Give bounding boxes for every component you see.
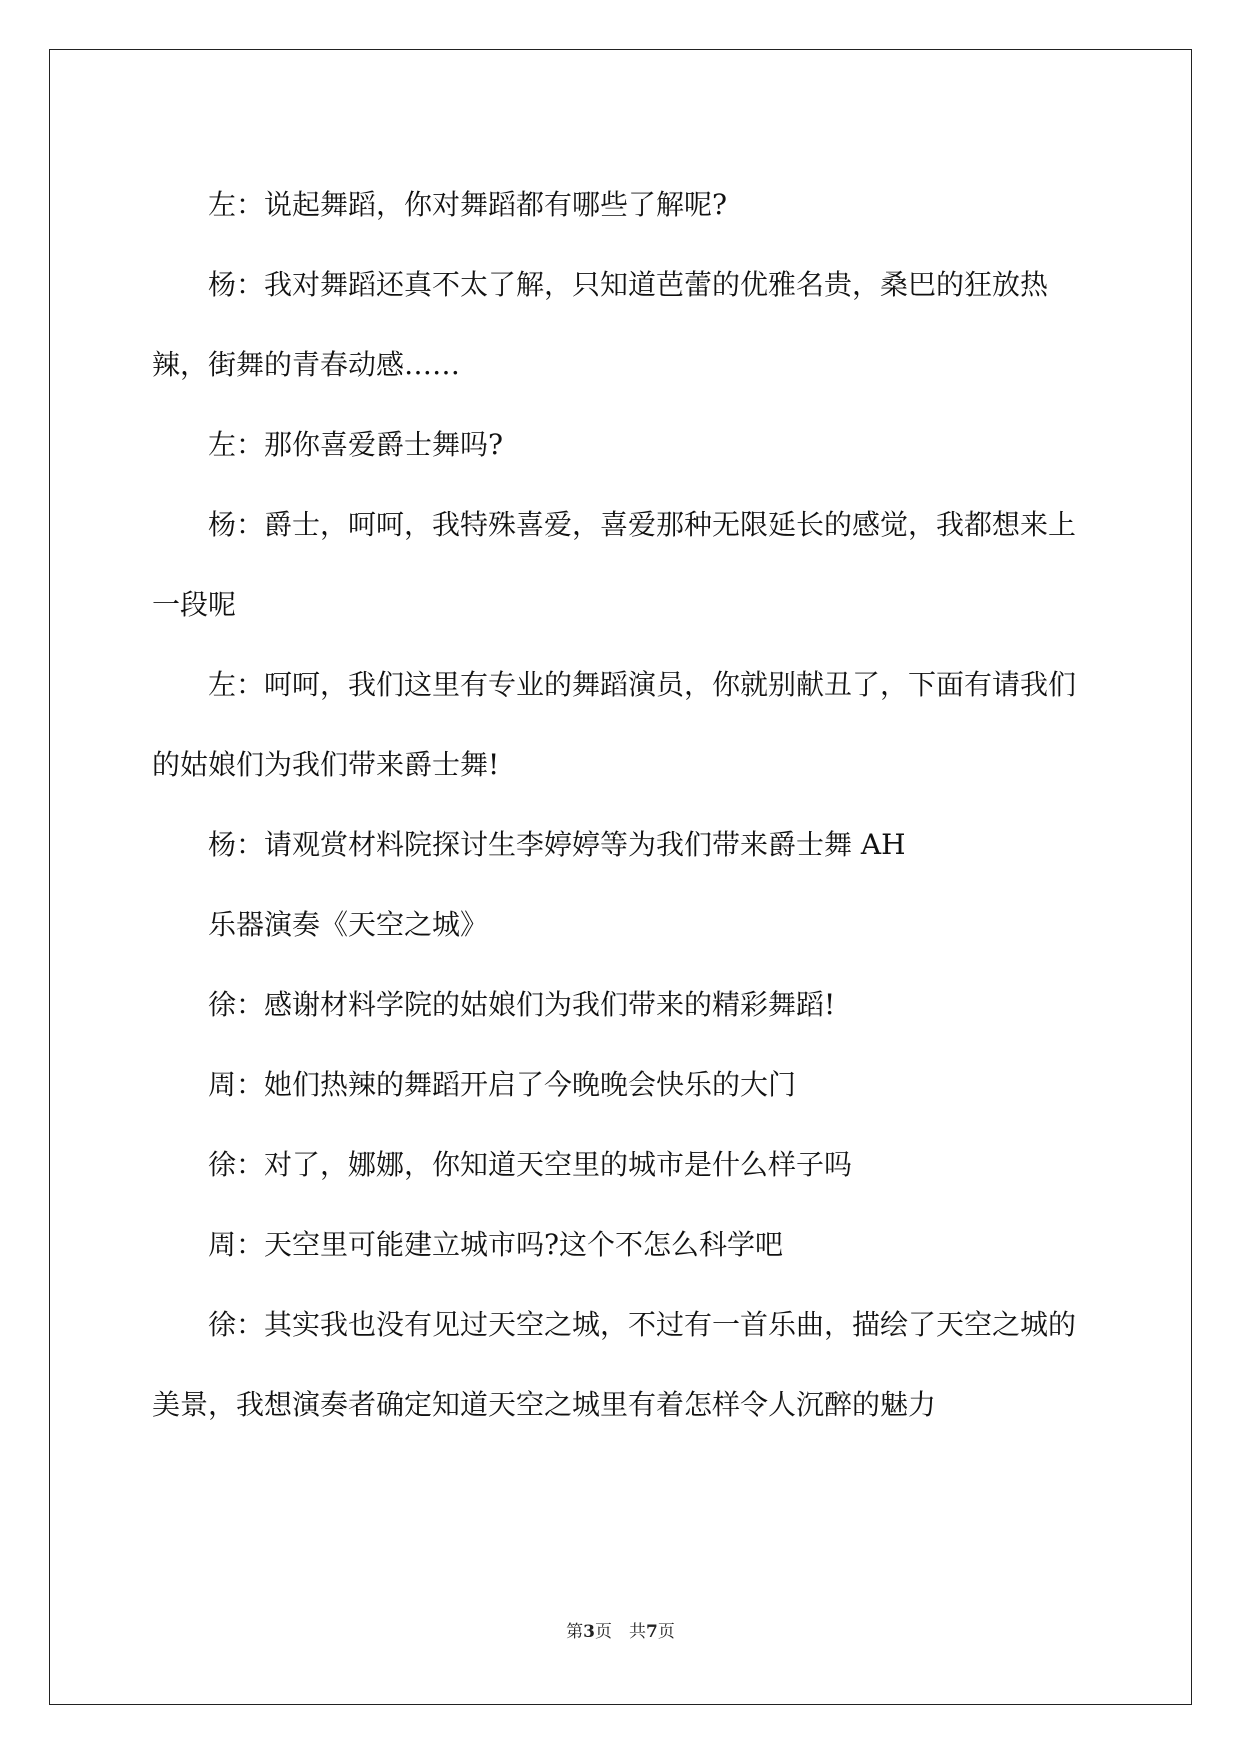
paragraph: 杨：我对舞蹈还真不太了解，只知道芭蕾的优雅名贵，桑巴的狂放热辣，街舞的青春动感…… — [152, 268, 1049, 381]
page-suffix: 页 — [657, 1622, 675, 1642]
paragraph: 徐：感谢材料学院的姑娘们为我们带来的精彩舞蹈! — [208, 988, 836, 1021]
paragraph: 徐：对了，娜娜，你知道天空里的城市是什么样子吗 — [208, 1148, 853, 1181]
page-total-number: 7 — [646, 1622, 658, 1642]
page-mid: 页 共 — [595, 1622, 646, 1642]
paragraph: 左：呵呵，我们这里有专业的舞蹈演员，你就别献丑了，下面有请我们的姑娘们为我们带来爵士舞! — [152, 668, 1077, 781]
paragraph: 乐器演奏《天空之城》 — [208, 908, 489, 941]
paragraph: 周：她们热辣的舞蹈开启了今晚晚会快乐的大门 — [208, 1068, 797, 1101]
paragraph: 杨：请观赏材料院探讨生李婷婷等为我们带来爵士舞 AH — [208, 828, 906, 861]
page-current-number: 3 — [583, 1622, 595, 1642]
page-prefix: 第 — [566, 1622, 584, 1642]
paragraph: 徐：其实我也没有见过天空之城，不过有一首乐曲，描绘了天空之城的美景，我想演奏者确定知道天空之城里有着怎样令人沉醉的魅力 — [152, 1308, 1077, 1421]
document-body — [152, 165, 1090, 1445]
page-footer — [0, 1620, 1241, 1644]
paragraph: 左：那你喜爱爵士舞吗? — [208, 428, 504, 461]
paragraph: 周：天空里可能建立城市吗?这个不怎么科学吧 — [208, 1228, 784, 1261]
paragraph: 杨：爵士，呵呵，我特殊喜爱，喜爱那种无限延长的感觉，我都想来上一段呢 — [152, 508, 1077, 621]
paragraph: 左：说起舞蹈，你对舞蹈都有哪些了解呢? — [208, 188, 728, 221]
